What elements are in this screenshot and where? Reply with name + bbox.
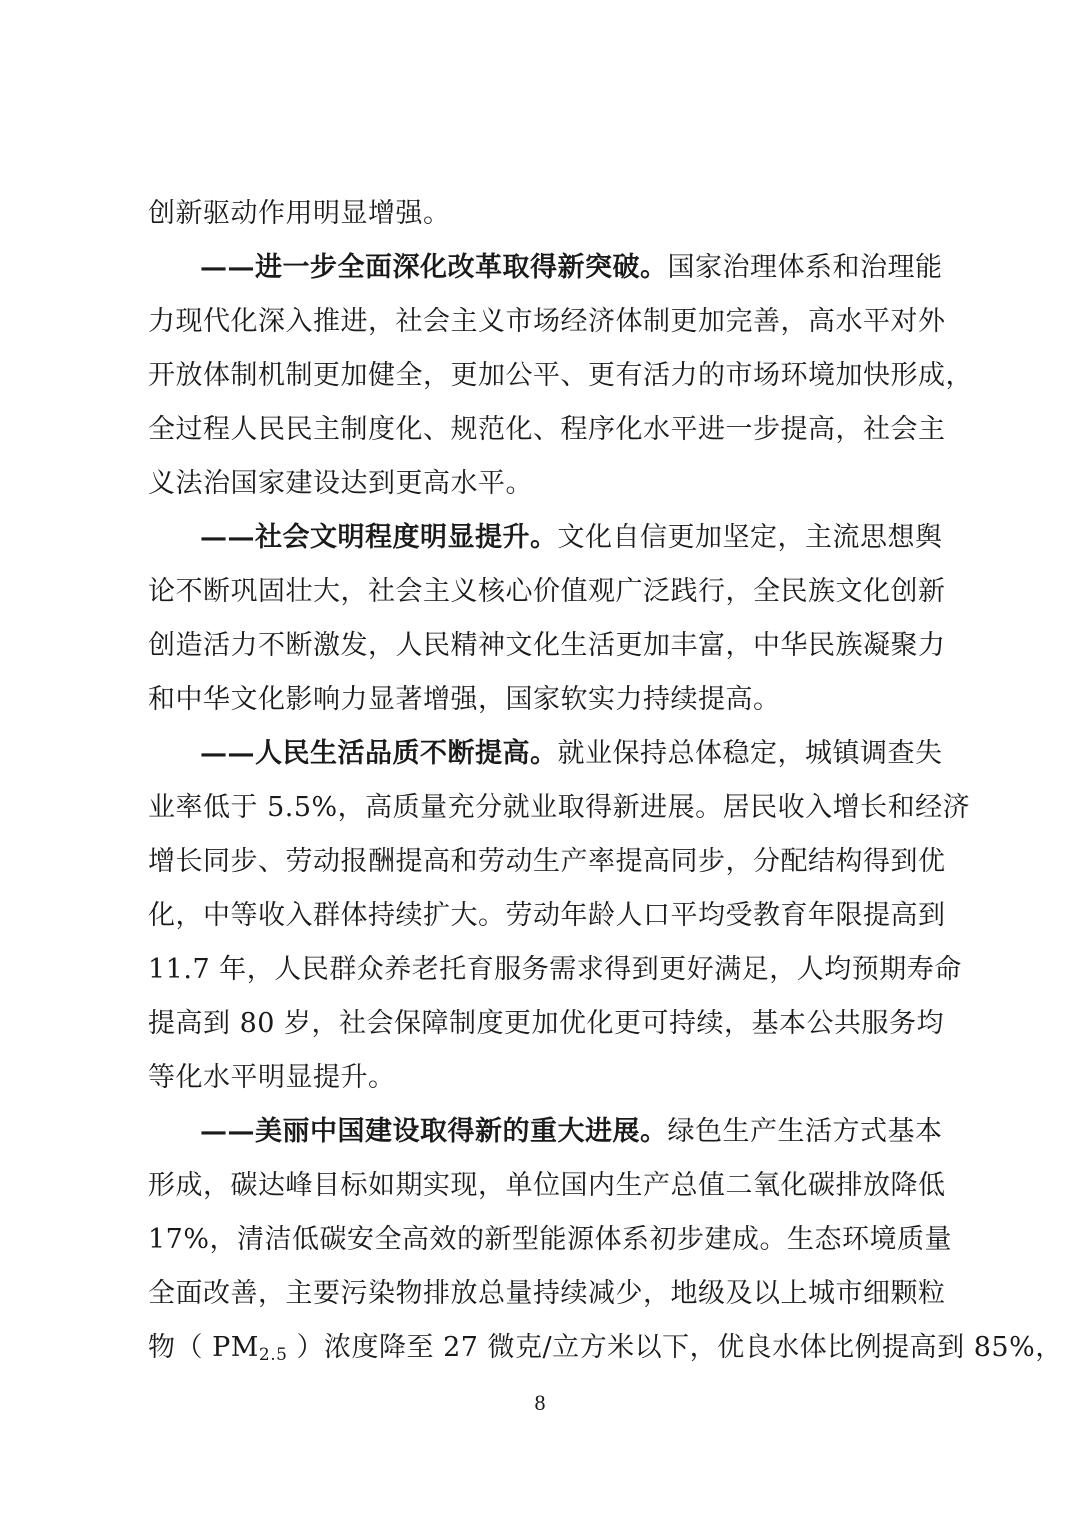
text-line: 开放体制机制更加健全，更加公平、更有活力的市场环境加快形成， — [148, 360, 973, 391]
section-heading-reform: ——进一步全面深化改革取得新突破。 — [200, 252, 668, 283]
text-line: 等化水平明显提升。 — [148, 1062, 396, 1093]
text-line: 和中华文化影响力显著增强，国家软实力持续提高。 — [148, 684, 781, 715]
text-line: 全面改善，主要污染物排放总量持续减少，地级及以上城市细颗粒 — [148, 1278, 946, 1309]
section-heading-livelihood: ——人民生活品质不断提高。 — [200, 738, 558, 769]
text-line: 11.7 年，人民群众养老托育服务需求得到更好满足，人均预期寿命 — [148, 954, 962, 985]
paragraph-civilization-first-line — [200, 510, 943, 566]
section-heading-civilization: ——社会文明程度明显提升。 — [200, 522, 558, 553]
pm-subscript: 2.5 — [258, 1345, 288, 1365]
text-line: 形成，碳达峰目标如期实现，单位国内生产总值二氧化碳排放降低 — [148, 1170, 946, 1201]
text-line: 提高到 80 岁，社会保障制度更加优化更可持续，基本公共服务均 — [148, 1008, 945, 1039]
text-fragment: 文化自信更加坚定，主流思想舆 — [557, 522, 943, 553]
page-number: 8 — [534, 1390, 546, 1415]
text-line: 全过程人民民主制度化、规范化、程序化水平进一步提高，社会主 — [148, 414, 946, 445]
text-line: 化，中等收入群体持续扩大。劳动年龄人口平均受教育年限提高到 — [148, 900, 946, 931]
text-line: 业率低于 5.5%，高质量充分就业取得新进展。居民收入增长和经济 — [148, 792, 971, 823]
text-line: 创造活力不断激发，人民精神文化生活更加丰富，中华民族凝聚力 — [148, 630, 946, 661]
text-fragment: 就业保持总体稳定，城镇调查失 — [557, 738, 943, 769]
text-fragment: 国家治理体系和治理能 — [667, 252, 943, 283]
paragraph-livelihood-first-line — [200, 726, 943, 782]
text-line: 力现代化深入推进，社会主义市场经济体制更加完善，高水平对外 — [148, 306, 946, 337]
text-fragment: 绿色生产生活方式基本 — [667, 1116, 943, 1147]
section-heading-ecology: ——美丽中国建设取得新的重大进展。 — [200, 1116, 668, 1147]
text-fragment: 物（ PM — [148, 1332, 259, 1363]
text-line: 增长同步、劳动报酬提高和劳动生产率提高同步，分配结构得到优 — [148, 846, 946, 877]
text-line-pm25 — [148, 1320, 1063, 1376]
text-line: 17%，清洁低碳安全高效的新型能源体系初步建成。生态环境质量 — [148, 1224, 953, 1255]
text-line: 义法治国家建设达到更高水平。 — [148, 468, 533, 499]
text-line: 论不断巩固壮大，社会主义核心价值观广泛践行，全民族文化创新 — [148, 576, 946, 607]
text-line: 创新驱动作用明显增强。 — [148, 198, 451, 229]
text-fragment: ）浓度降至 27 微克/立方米以下，优良水体比例提高到 85%， — [287, 1332, 1063, 1363]
paragraph-ecology-first-line — [200, 1104, 943, 1160]
paragraph-reform-first-line — [200, 240, 943, 296]
